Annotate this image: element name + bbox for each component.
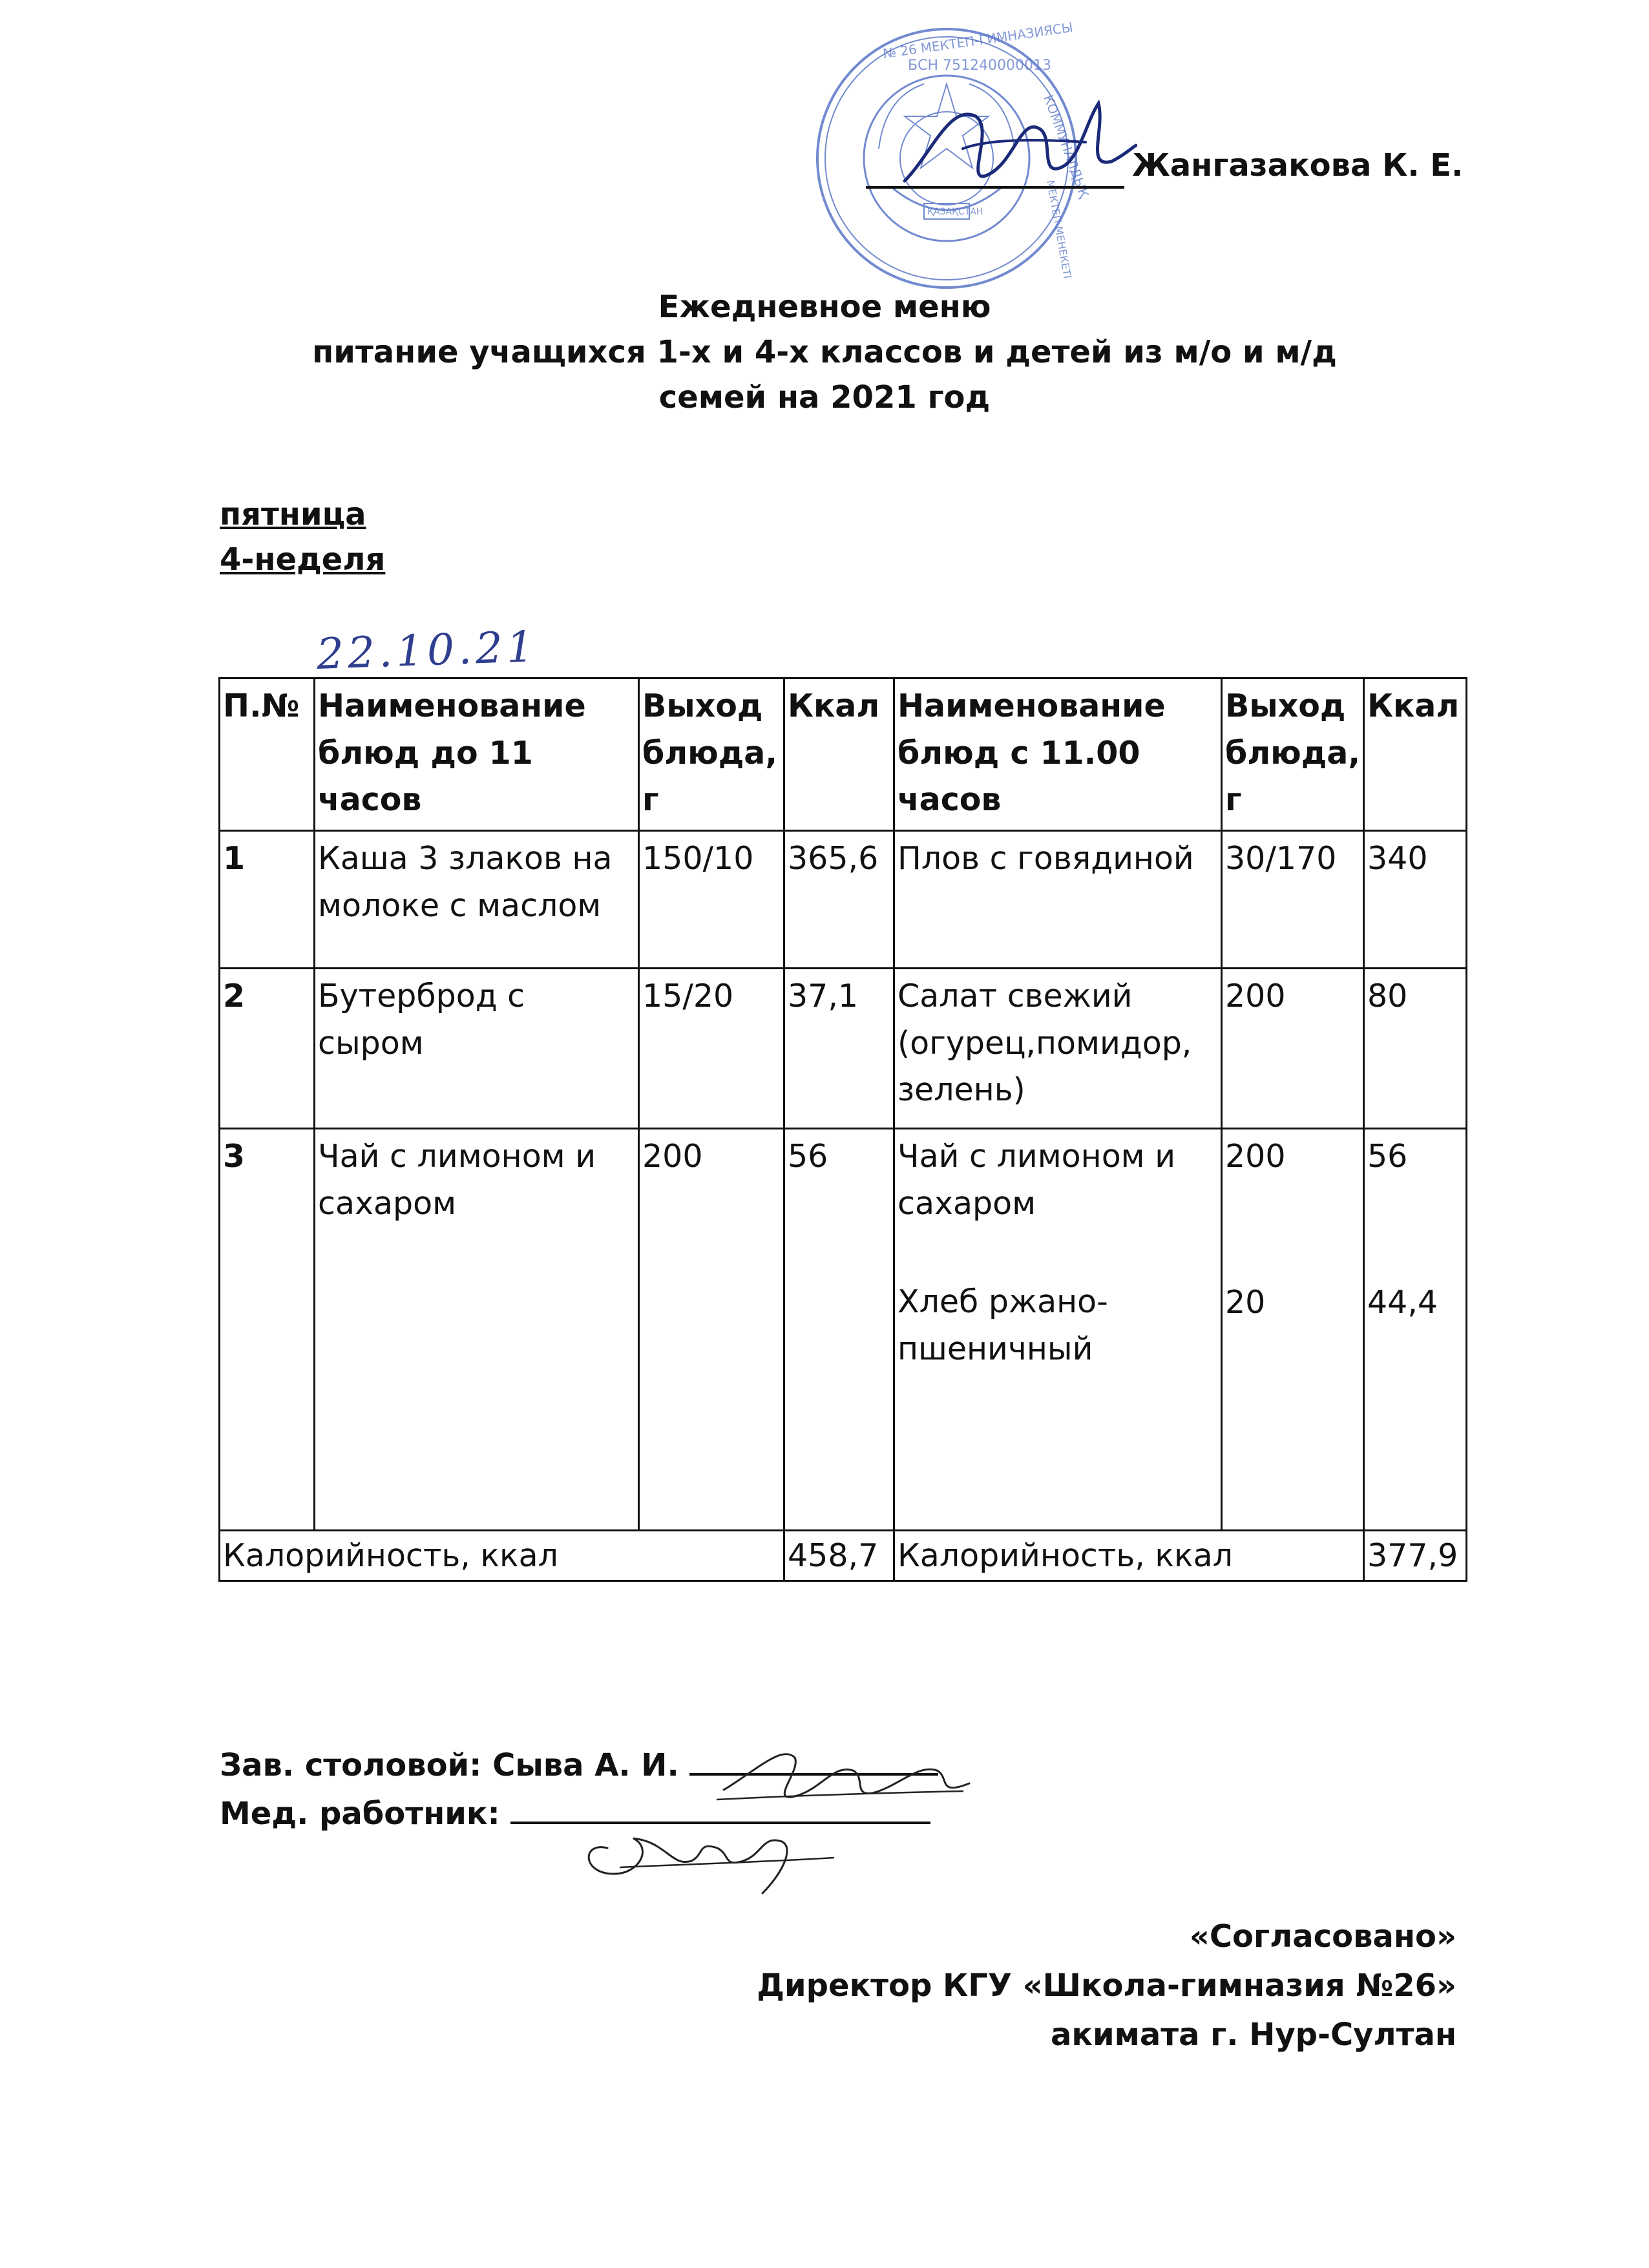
row-num: 3 — [220, 1129, 315, 1531]
medic-label: Мед. работник: — [220, 1795, 500, 1832]
header-name-after: Наименование блюд с 11.00 часов — [894, 678, 1222, 831]
table-row — [220, 969, 1467, 1129]
totals-row — [220, 1531, 1467, 1581]
yield-before: 15/20 — [639, 969, 784, 1129]
handwritten-date: 22.10.21 — [315, 622, 539, 679]
yield-after: 200 — [1222, 969, 1364, 1129]
approval-akimat: акимата г. Нур-Султан — [1051, 2016, 1456, 2053]
title-line-1: Ежедневное меню — [658, 289, 991, 325]
title-line-2: питание учащихся 1-х и 4-х классов и детей из м/о и м/д — [312, 334, 1337, 371]
yield-after: 200 — [1225, 1138, 1286, 1175]
yield-before: 200 — [639, 1129, 784, 1531]
dish-after: Чай с лимоном и сахаром — [898, 1138, 1176, 1222]
approval-agreed: «Согласовано» — [1189, 1918, 1456, 1955]
dish-after: Салат свежий (огурец,помидор, зелень) — [894, 969, 1222, 1129]
dish-before: Каша 3 злаков на молоке с маслом — [315, 831, 639, 969]
kcal-after: 340 — [1364, 831, 1467, 969]
row-num: 2 — [220, 969, 315, 1129]
signature-line — [866, 186, 1124, 189]
table-row — [220, 1129, 1467, 1531]
kcal-before: 56 — [784, 1129, 894, 1531]
total-value-before: 458,7 — [784, 1531, 894, 1581]
kcal-after: 80 — [1364, 969, 1467, 1129]
week-number: 4-неделя — [220, 541, 386, 578]
header-kcal-after: Ккал — [1364, 678, 1467, 831]
yield-after-extra: 20 — [1225, 1283, 1266, 1321]
header-yield-after: Выход блюда, г — [1222, 678, 1364, 831]
svg-text:КОММУНАЛДЫҚ: КОММУНАЛДЫҚ — [1040, 92, 1093, 200]
menu-table — [218, 677, 1467, 1582]
kcal-after-extra: 44,4 — [1367, 1283, 1438, 1321]
dish-after-extra: Хлеб ржано-пшеничный — [898, 1283, 1108, 1367]
total-label-after: Калорийность, ккал — [894, 1531, 1364, 1581]
approval-director: Директор КГУ «Школа-гимназия №26» — [757, 1967, 1456, 2004]
day-of-week: пятница — [220, 496, 366, 532]
header-yield-before: Выход блюда, г — [639, 678, 784, 831]
total-value-after: 377,9 — [1364, 1531, 1467, 1581]
header-name-before: Наименование блюд до 11 часов — [315, 678, 639, 831]
row-num: 1 — [220, 831, 315, 969]
yield-after-cell — [1222, 1129, 1364, 1531]
table-header-row — [220, 678, 1467, 831]
kcal-after-cell — [1364, 1129, 1467, 1531]
yield-before: 150/10 — [639, 831, 784, 969]
svg-text:БСН 751240000013: БСН 751240000013 — [908, 58, 1051, 74]
approval-block — [757, 1913, 1456, 2059]
kcal-before: 365,6 — [784, 831, 894, 969]
approver-name: Жангазакова К. Е. — [1132, 147, 1464, 184]
svg-text:ҚАЗАҚСТАН: ҚАЗАҚСТАН — [927, 207, 983, 217]
dish-before: Бутерброд с сыром — [315, 969, 639, 1129]
header-kcal-before: Ккал — [784, 678, 894, 831]
kcal-after: 56 — [1367, 1138, 1408, 1175]
total-label-before: Калорийность, ккал — [220, 1531, 784, 1581]
day-block — [220, 492, 385, 582]
svg-text:№ 26 МЕКТЕП-ГИМНАЗИЯСЫ: № 26 МЕКТЕП-ГИМНАЗИЯСЫ — [881, 19, 1074, 62]
document-title — [0, 284, 1649, 420]
title-line-3: семей на 2021 год — [658, 379, 991, 416]
cook-label: Зав. столовой: Сыва А. И. — [220, 1747, 679, 1783]
svg-text:МЕКТЕП МЕНЕКЕТІ: МЕКТЕП МЕНЕКЕТІ — [1044, 179, 1074, 280]
table-row — [220, 831, 1467, 969]
header-num: П.№ — [220, 678, 315, 831]
kcal-before: 37,1 — [784, 969, 894, 1129]
signature-medic — [569, 1803, 840, 1900]
dish-before: Чай с лимоном и сахаром — [315, 1129, 639, 1531]
dish-after: Плов с говядиной — [894, 831, 1222, 969]
dish-after-cell — [894, 1129, 1222, 1531]
yield-after: 30/170 — [1222, 831, 1364, 969]
